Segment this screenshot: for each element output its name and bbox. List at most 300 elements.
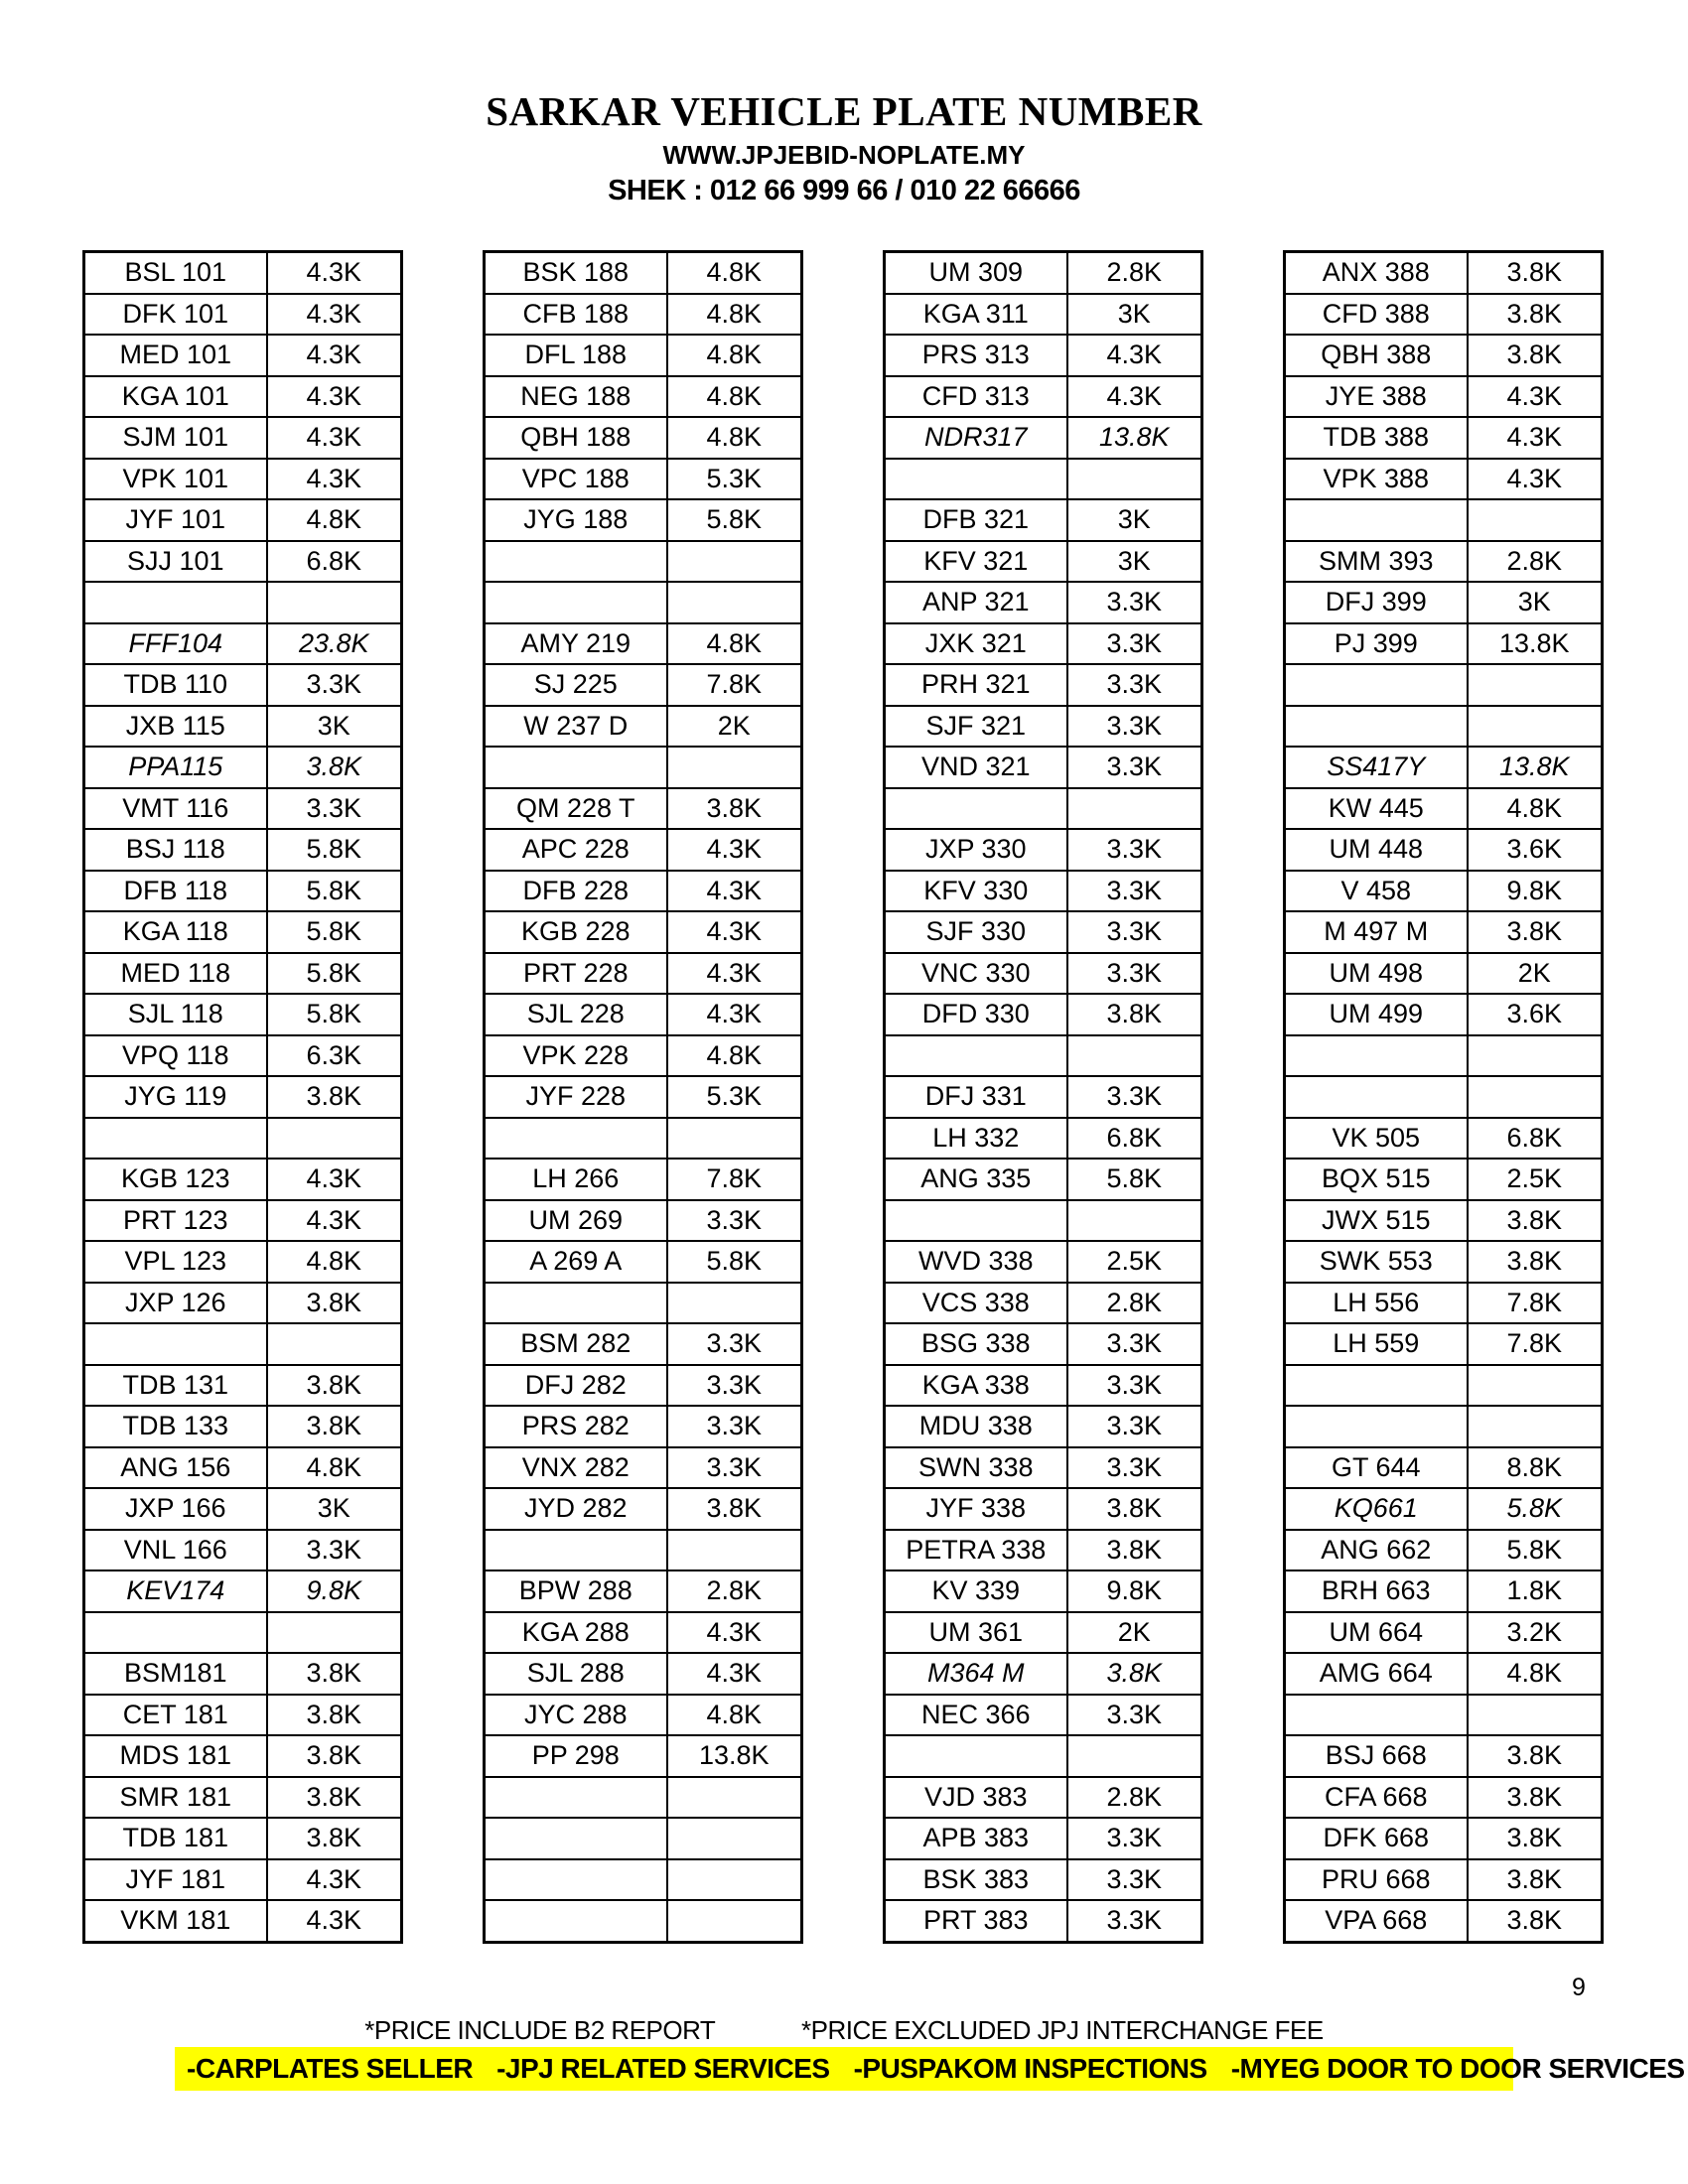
price-cell: 3.3K: [267, 788, 402, 830]
plate-cell: TDB 388: [1285, 417, 1468, 459]
plate-cell: KGA 101: [84, 376, 267, 418]
table-row: [84, 376, 402, 418]
plate-cell: [1285, 1365, 1468, 1407]
price-cell: [1468, 1695, 1603, 1736]
price-cell: 4.8K: [667, 376, 802, 418]
price-cell: 5.8K: [1468, 1488, 1603, 1530]
price-cell: 3.3K: [1067, 582, 1202, 623]
price-cell: 3K: [1067, 294, 1202, 336]
price-cell: 3K: [267, 706, 402, 748]
price-cell: 3.6K: [1468, 829, 1603, 871]
table-row: [84, 911, 402, 953]
plate-cell: DFL 188: [485, 335, 667, 376]
table-row: [1285, 1612, 1603, 1654]
price-cell: 9.8K: [1067, 1570, 1202, 1612]
price-cell: 3.8K: [1067, 1488, 1202, 1530]
table-row: [485, 1530, 802, 1571]
price-cell: 4.8K: [267, 1241, 402, 1283]
price-cell: 5.8K: [267, 829, 402, 871]
plate-cell: PP 298: [485, 1735, 667, 1777]
price-cell: [667, 1859, 802, 1901]
plate-cell: KGB 228: [485, 911, 667, 953]
price-cell: [1468, 499, 1603, 541]
table-row: [485, 582, 802, 623]
price-cell: 5.8K: [1067, 1159, 1202, 1200]
price-cell: 3.3K: [1067, 664, 1202, 706]
price-cell: 5.8K: [267, 871, 402, 912]
plate-cell: JXP 330: [885, 829, 1067, 871]
table-row: [885, 1570, 1202, 1612]
price-cell: 3.3K: [1067, 706, 1202, 748]
table-row: [885, 582, 1202, 623]
table-row: [84, 1777, 402, 1819]
table-row: [485, 623, 802, 665]
table-row: [1285, 541, 1603, 583]
table-row: [1285, 747, 1603, 788]
price-cell: [1468, 1365, 1603, 1407]
price-cell: 4.8K: [667, 294, 802, 336]
price-cell: 4.3K: [1468, 376, 1603, 418]
plate-cell: WVD 338: [885, 1241, 1067, 1283]
price-cell: 3.3K: [667, 1323, 802, 1365]
plate-cell: KGA 338: [885, 1365, 1067, 1407]
table-row: [485, 706, 802, 748]
price-cell: [667, 1777, 802, 1819]
plate-cell: PRH 321: [885, 664, 1067, 706]
table-row: [485, 1653, 802, 1695]
table-row: [485, 1777, 802, 1819]
table-row: [485, 1200, 802, 1242]
plate-cell: KEV174: [84, 1570, 267, 1612]
price-cell: 4.8K: [667, 252, 802, 294]
price-cell: 3.8K: [1468, 1200, 1603, 1242]
plate-cell: SWN 338: [885, 1447, 1067, 1489]
price-cell: 4.3K: [667, 994, 802, 1035]
price-cell: [1067, 788, 1202, 830]
plate-cell: VND 321: [885, 747, 1067, 788]
price-cell: 6.8K: [1067, 1118, 1202, 1160]
plate-cell: UM 309: [885, 252, 1067, 294]
price-cell: [667, 541, 802, 583]
table-row: [885, 747, 1202, 788]
table-row: [1285, 294, 1603, 336]
plate-cell: PJ 399: [1285, 623, 1468, 665]
table-row: [84, 1818, 402, 1859]
plate-cell: VPK 228: [485, 1035, 667, 1077]
price-cell: 3.3K: [267, 664, 402, 706]
plate-cell: ANG 662: [1285, 1530, 1468, 1571]
price-cell: 3.8K: [1468, 1859, 1603, 1901]
price-cell: [1468, 664, 1603, 706]
table-row: [84, 747, 402, 788]
table-row: [1285, 417, 1603, 459]
plate-cell: QM 228 T: [485, 788, 667, 830]
table-row: [1285, 1076, 1603, 1118]
price-cell: 4.8K: [667, 417, 802, 459]
plate-cell: CET 181: [84, 1695, 267, 1736]
plate-cell: [485, 582, 667, 623]
price-cell: 13.8K: [1468, 747, 1603, 788]
price-cell: 4.3K: [1067, 376, 1202, 418]
price-cell: [667, 1900, 802, 1942]
table-row: [885, 1488, 1202, 1530]
table-row: [84, 1241, 402, 1283]
price-cell: 5.8K: [267, 953, 402, 995]
table-row: [485, 252, 802, 294]
plate-cell: [1285, 1076, 1468, 1118]
table-row: [84, 623, 402, 665]
plate-cell: KGA 118: [84, 911, 267, 953]
price-cell: 3.8K: [1468, 1818, 1603, 1859]
price-cell: 4.8K: [1468, 1653, 1603, 1695]
plate-cell: LH 266: [485, 1159, 667, 1200]
plate-cell: [485, 747, 667, 788]
plate-cell: BSK 383: [885, 1859, 1067, 1901]
price-cell: 3.8K: [267, 1283, 402, 1324]
plate-cell: SJF 330: [885, 911, 1067, 953]
table-row: [485, 747, 802, 788]
price-cell: [1067, 459, 1202, 500]
plate-cell: TDB 110: [84, 664, 267, 706]
table-row: [885, 706, 1202, 748]
price-note-exclude: *PRICE EXCLUDED JPJ INTERCHANGE FEE: [801, 2015, 1324, 2045]
table-row: [1285, 459, 1603, 500]
price-cell: 3.8K: [1468, 294, 1603, 336]
table-row: [885, 1323, 1202, 1365]
plate-cell: [485, 1530, 667, 1571]
page-title: SARKAR VEHICLE PLATE NUMBER: [486, 88, 1202, 134]
table-row: [84, 1653, 402, 1695]
table-row: [485, 335, 802, 376]
plate-cell: CFB 188: [485, 294, 667, 336]
table-row: [885, 911, 1202, 953]
plate-cell: PRS 313: [885, 335, 1067, 376]
plate-cell: [485, 541, 667, 583]
plate-cell: [885, 788, 1067, 830]
price-cell: 3.3K: [1067, 1900, 1202, 1942]
plate-cell: VPA 668: [1285, 1900, 1468, 1942]
price-cell: 3.8K: [267, 1735, 402, 1777]
table-row: [885, 1695, 1202, 1736]
plate-cell: DFJ 331: [885, 1076, 1067, 1118]
table-row: [1285, 1570, 1603, 1612]
plate-cell: AMG 664: [1285, 1653, 1468, 1695]
price-cell: 4.3K: [1067, 335, 1202, 376]
plate-cell: JYD 282: [485, 1488, 667, 1530]
table-row: [885, 294, 1202, 336]
price-cell: 13.8K: [667, 1735, 802, 1777]
table-row: [84, 499, 402, 541]
table-row: [885, 1200, 1202, 1242]
plate-cell: [84, 582, 267, 623]
service-item-jpj: -JPJ RELATED SERVICES: [496, 2053, 830, 2084]
plate-cell: DFB 228: [485, 871, 667, 912]
plate-cell: CFD 313: [885, 376, 1067, 418]
plate-cell: BSK 188: [485, 252, 667, 294]
price-cell: 4.8K: [1468, 788, 1603, 830]
price-cell: 2K: [667, 706, 802, 748]
plate-cell: VPC 188: [485, 459, 667, 500]
plate-cell: SJL 118: [84, 994, 267, 1035]
plate-cell: VPK 101: [84, 459, 267, 500]
table-row: [84, 953, 402, 995]
plate-cell: JXK 321: [885, 623, 1067, 665]
table-row: [84, 1283, 402, 1324]
price-cell: 3.3K: [1067, 1406, 1202, 1447]
table-row: [84, 1859, 402, 1901]
plate-cell: VPQ 118: [84, 1035, 267, 1077]
table-row: [1285, 1488, 1603, 1530]
table-row: [485, 417, 802, 459]
plate-table-2: [483, 250, 803, 1944]
contact-phone-line: SHEK : 012 66 999 66 / 010 22 66666: [608, 175, 1080, 206]
price-cell: 7.8K: [667, 1159, 802, 1200]
price-cell: 3.3K: [267, 1530, 402, 1571]
price-cell: 3.3K: [1067, 1365, 1202, 1407]
table-row: [1285, 1900, 1603, 1942]
price-cell: 2.5K: [1067, 1241, 1202, 1283]
price-cell: 3.8K: [1468, 1900, 1603, 1942]
table-row: [485, 376, 802, 418]
price-cell: 5.8K: [267, 994, 402, 1035]
price-cell: 3.8K: [1468, 335, 1603, 376]
plate-cell: VPK 388: [1285, 459, 1468, 500]
plate-cell: SMM 393: [1285, 541, 1468, 583]
plate-cell: BPW 288: [485, 1570, 667, 1612]
plate-cell: BSM 282: [485, 1323, 667, 1365]
table-row: [485, 1612, 802, 1654]
table-row: [84, 1076, 402, 1118]
price-cell: 3.3K: [1067, 953, 1202, 995]
plate-cell: JXB 115: [84, 706, 267, 748]
table-row: [485, 1818, 802, 1859]
price-cell: 6.8K: [1468, 1118, 1603, 1160]
price-cell: [1067, 1035, 1202, 1077]
plate-cell: PRU 668: [1285, 1859, 1468, 1901]
plate-cell: JYE 388: [1285, 376, 1468, 418]
plate-cell: PRT 383: [885, 1900, 1067, 1942]
table-row: [1285, 499, 1603, 541]
plate-cell: [485, 1900, 667, 1942]
price-cell: 13.8K: [1468, 623, 1603, 665]
price-cell: 3.3K: [667, 1200, 802, 1242]
price-cell: 3.8K: [267, 747, 402, 788]
plate-cell: UM 361: [885, 1612, 1067, 1654]
plate-cell: DFB 118: [84, 871, 267, 912]
plate-cell: [84, 1118, 267, 1160]
plate-cell: JXP 126: [84, 1283, 267, 1324]
table-row: [885, 1900, 1202, 1942]
price-cell: 4.3K: [267, 1859, 402, 1901]
plate-cell: AMY 219: [485, 623, 667, 665]
plate-cell: [885, 1035, 1067, 1077]
table-row: [1285, 1159, 1603, 1200]
plate-cell: MDU 338: [885, 1406, 1067, 1447]
plate-cell: TDB 181: [84, 1818, 267, 1859]
table-row: [84, 1735, 402, 1777]
plate-cell: QBH 388: [1285, 335, 1468, 376]
table-row: [1285, 871, 1603, 912]
plate-cell: VCS 338: [885, 1283, 1067, 1324]
plate-cell: GT 644: [1285, 1447, 1468, 1489]
price-cell: 4.8K: [667, 623, 802, 665]
plate-cell: KW 445: [1285, 788, 1468, 830]
table-row: [885, 994, 1202, 1035]
table-row: [84, 1159, 402, 1200]
plate-cell: JYC 288: [485, 1695, 667, 1736]
price-cell: 4.3K: [267, 1159, 402, 1200]
table-row: [885, 1530, 1202, 1571]
plate-cell: SJL 228: [485, 994, 667, 1035]
plate-cell: SMR 181: [84, 1777, 267, 1819]
table-row: [885, 252, 1202, 294]
table-row: [1285, 788, 1603, 830]
plate-cell: JYF 181: [84, 1859, 267, 1901]
plate-cell: KV 339: [885, 1570, 1067, 1612]
price-cell: 3.3K: [1067, 1859, 1202, 1901]
table-row: [84, 871, 402, 912]
plate-cell: M 497 M: [1285, 911, 1468, 953]
price-cell: 4.3K: [267, 459, 402, 500]
plate-cell: UM 448: [1285, 829, 1468, 871]
plate-cell: ANP 321: [885, 582, 1067, 623]
price-cell: 4.3K: [267, 294, 402, 336]
plate-cell: [1285, 706, 1468, 748]
table-row: [485, 829, 802, 871]
table-row: [1285, 911, 1603, 953]
plate-cell: SS417Y: [1285, 747, 1468, 788]
table-row: [885, 1777, 1202, 1819]
table-row: [84, 1612, 402, 1654]
table-row: [84, 1695, 402, 1736]
plate-cell: NEG 188: [485, 376, 667, 418]
price-cell: 3.8K: [267, 1365, 402, 1407]
plate-cell: CFA 668: [1285, 1777, 1468, 1819]
plate-cell: BSJ 118: [84, 829, 267, 871]
plate-cell: UM 498: [1285, 953, 1468, 995]
price-cell: 3.8K: [1468, 252, 1603, 294]
table-row: [1285, 1735, 1603, 1777]
plate-table-3: [883, 250, 1203, 1944]
plate-cell: JYG 119: [84, 1076, 267, 1118]
table-row: [1285, 706, 1603, 748]
plate-cell: TDB 131: [84, 1365, 267, 1407]
plate-cell: JYF 338: [885, 1488, 1067, 1530]
price-cell: 7.8K: [667, 664, 802, 706]
price-cell: [1468, 1035, 1603, 1077]
table-row: [885, 417, 1202, 459]
plate-cell: KFV 321: [885, 541, 1067, 583]
table-row: [885, 953, 1202, 995]
plate-cell: JYG 188: [485, 499, 667, 541]
table-row: [84, 1488, 402, 1530]
price-cell: [667, 1818, 802, 1859]
table-row: [1285, 1653, 1603, 1695]
table-row: [84, 294, 402, 336]
price-cell: [667, 1118, 802, 1160]
page-number: 9: [1572, 1974, 1586, 2001]
table-row: [885, 1035, 1202, 1077]
table-row: [485, 1695, 802, 1736]
table-row: [485, 1035, 802, 1077]
price-cell: 2.8K: [667, 1570, 802, 1612]
plate-cell: [485, 1283, 667, 1324]
plate-cell: [84, 1323, 267, 1365]
service-item-puspakom: -PUSPAKOM INSPECTIONS: [853, 2053, 1207, 2084]
table-row: [885, 499, 1202, 541]
table-row: [1285, 376, 1603, 418]
table-row: [84, 1406, 402, 1447]
plate-cell: SJF 321: [885, 706, 1067, 748]
plate-cell: [1285, 1406, 1468, 1447]
plate-cell: DFK 101: [84, 294, 267, 336]
plate-cell: KGB 123: [84, 1159, 267, 1200]
plate-cell: TDB 133: [84, 1406, 267, 1447]
table-row: [485, 1900, 802, 1942]
price-cell: 3.3K: [1067, 1695, 1202, 1736]
plate-cell: BQX 515: [1285, 1159, 1468, 1200]
table-row: [485, 1570, 802, 1612]
table-row: [485, 664, 802, 706]
table-row: [885, 1076, 1202, 1118]
price-cell: 4.3K: [267, 1200, 402, 1242]
price-cell: 3.8K: [1067, 1653, 1202, 1695]
price-cell: 3K: [1468, 582, 1603, 623]
price-cell: 3.3K: [1067, 747, 1202, 788]
price-cell: 3.8K: [1468, 1735, 1603, 1777]
price-cell: 3.6K: [1468, 994, 1603, 1035]
table-row: [485, 1241, 802, 1283]
plate-cell: UM 664: [1285, 1612, 1468, 1654]
price-cell: 4.8K: [667, 1035, 802, 1077]
plate-cell: [1285, 499, 1468, 541]
table-row: [885, 376, 1202, 418]
price-cell: [667, 1530, 802, 1571]
table-row: [84, 788, 402, 830]
price-cell: 4.3K: [267, 417, 402, 459]
table-row: [1285, 1323, 1603, 1365]
plate-cell: BRH 663: [1285, 1570, 1468, 1612]
service-item-carplates: -CARPLATES SELLER: [187, 2053, 474, 2084]
table-row: [1285, 1035, 1603, 1077]
price-cell: 4.3K: [667, 829, 802, 871]
price-cell: 5.8K: [267, 911, 402, 953]
plate-cell: SJJ 101: [84, 541, 267, 583]
plate-cell: VNX 282: [485, 1447, 667, 1489]
plate-cell: DFJ 399: [1285, 582, 1468, 623]
plate-cell: PRT 123: [84, 1200, 267, 1242]
price-cell: 4.3K: [1468, 459, 1603, 500]
price-cell: [267, 1323, 402, 1365]
plate-cell: UM 499: [1285, 994, 1468, 1035]
price-cell: 5.3K: [667, 1076, 802, 1118]
price-cell: [267, 582, 402, 623]
table-row: [885, 1818, 1202, 1859]
plate-cell: QBH 188: [485, 417, 667, 459]
table-row: [885, 788, 1202, 830]
table-row: [885, 1859, 1202, 1901]
price-cell: 1.8K: [1468, 1570, 1603, 1612]
table-row: [485, 1076, 802, 1118]
plate-cell: VK 505: [1285, 1118, 1468, 1160]
plate-cell: ANG 335: [885, 1159, 1067, 1200]
table-row: [485, 541, 802, 583]
price-cell: 3.3K: [1067, 1447, 1202, 1489]
table-row: [1285, 1406, 1603, 1447]
table-row: [485, 1735, 802, 1777]
table-row: [1285, 994, 1603, 1035]
price-note-include: *PRICE INCLUDE B2 REPORT: [364, 2015, 716, 2045]
